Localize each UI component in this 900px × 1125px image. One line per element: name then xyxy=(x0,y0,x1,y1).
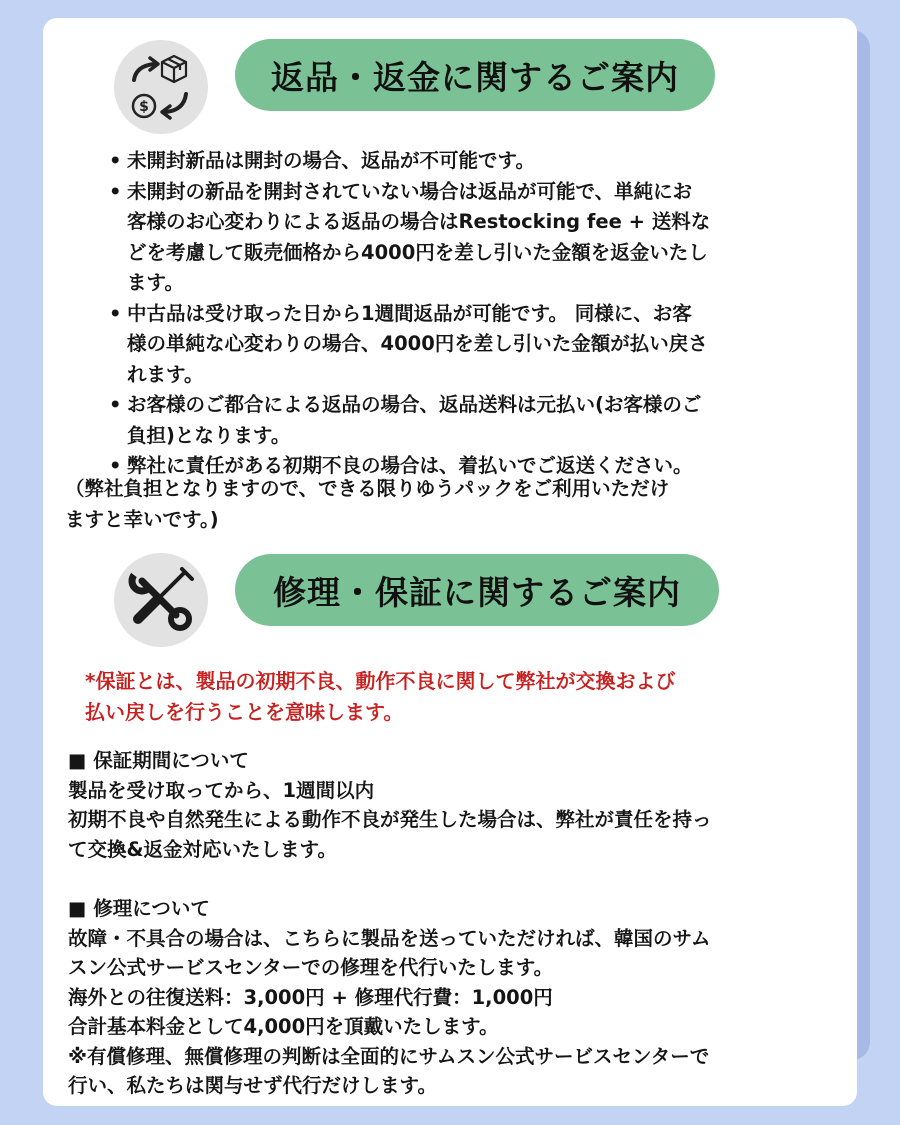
repair-info: ■ 保証期間について 製品を受け取ってから、1週間以内 初期不良や自然発生による動作不良が発生した場合は、弊社が責任を持っ て交換&返金対応いたします。 ■ 修理について 故障・不具合の場合は、こちらに製品を送っていただければ、韓国のサム スン公式サービスセンターでの修理を代行いたします。 海外との往復送料：3,000円 + 修理代行費：1,000円 合計基本料金として4,000円を頂戴いたします。 ※有償修理、無償修理の判断は全面的にサムスン公式サービスセンターで 行い、私たちは関与せず代行だけします。 xyxy=(68,746,858,1101)
list-item: • お客様のご都合による返品の場合、返品送料は元払い(お客様のご 負担)となります。 xyxy=(105,390,855,451)
warranty-warning: *保証とは、製品の初期不良、動作不良に関して弊社が交換および 払い戻しを行うことを意味します。 xyxy=(85,669,676,724)
list-item: • 中古品は受け取った日から1週間返品が可能です。 同様に、お客 様の単純な心変わりの場合、4000円を差し引いた金額が払い戻さ れます。 xyxy=(105,299,855,391)
list-item: • 弊社に責任がある初期不良の場合は、着払いでご返送ください。 xyxy=(105,451,855,482)
list-item: • 未開封新品は開封の場合、返品が不可能です。 xyxy=(105,146,855,177)
return-refund-icon xyxy=(114,40,208,134)
warranty-heading: ■ 保証期間について xyxy=(68,749,249,772)
returns-note: （弊社負担となりますので、できる限りゆうパックをご利用いただけ ますと幸いです。) xyxy=(65,477,670,531)
repair-title: 修理・保証に関するご案内 xyxy=(235,554,719,626)
repair-heading: ■ 修理について xyxy=(68,897,210,920)
tools-icon xyxy=(114,553,208,647)
svg-text:$: $ xyxy=(139,99,149,115)
info-card xyxy=(43,18,857,1106)
returns-list xyxy=(105,146,855,482)
returns-title: 返品・返金に関するご案内 xyxy=(235,39,715,111)
list-item: • 未開封の新品を開封されていない場合は返品が可能で、単純にお 客様のお心変わりによる返品の場合はRestocking fee + 送料な どを考慮して販売価格から4000円を差し引いた金額を返金いたし ます。 xyxy=(105,177,855,299)
